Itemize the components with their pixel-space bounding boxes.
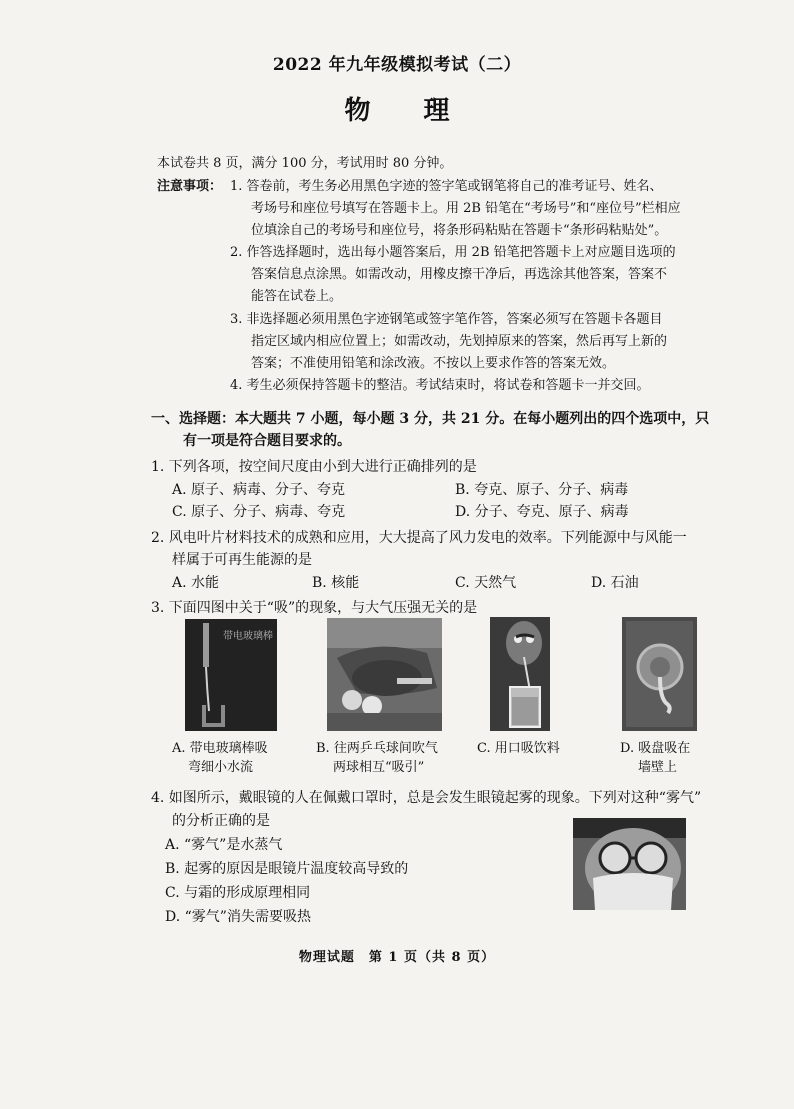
notice-2-line-2: 答案信息点涂黑。如需改动，用橡皮擦干净后，再选涂其他答案，答案不 (251, 267, 668, 282)
q3-stem: 3. 下面四图中关于“吸”的现象，与大气压强无关的是 (151, 600, 478, 616)
suction-cup-photo (622, 617, 697, 731)
notice-4-line-1: 4. 考生必须保持答题卡的整洁。考试结束时，将试卷和答题卡一并交回。 (230, 378, 650, 393)
q1-option-a: A. 原子、病毒、分子、夸克 (172, 482, 346, 498)
notice-1-line-2: 考场号和座位号填写在答题卡上。用 2B 铅笔在“考场号”和“座位号”栏相应 (251, 201, 681, 216)
q3-caption-a-line-1: A. 带电玻璃棒吸 (172, 741, 268, 756)
notice-3-line-1: 3. 非选择题必须用黑色字迹钢笔或签字笔作答，答案必须写在答题卡各题目 (230, 312, 663, 327)
q4-option-b: B. 起雾的原因是眼镜片温度较高导致的 (165, 861, 409, 877)
photo-label: 带电玻璃棒 (223, 631, 273, 642)
notice-2-line-1: 2. 作答选择题时，选出每小题答案后，用 2B 铅笔把答题卡上对应题目选项的 (230, 245, 676, 260)
ping-pong-balls-photo (327, 618, 442, 731)
q1-option-c: C. 原子、分子、病毒、夸克 (172, 504, 346, 520)
notice-1-line-1: 1. 答卷前，考生务必用黑色字迹的签字笔或钢笔将自己的准考证号、姓名、 (230, 179, 663, 194)
straw-drink-photo (490, 617, 550, 731)
q3-caption-b-line-2: 两球相互“吸引” (333, 760, 425, 775)
notice-3-line-2: 指定区域内相应位置上；如需改动，先划掉原来的答案，然后再写上新的 (251, 334, 668, 349)
q4-stem-line-2: 的分析正确的是 (172, 813, 270, 829)
q1-option-b: B. 夸克、原子、分子、病毒 (455, 482, 629, 498)
page-footer: 物理试题 第 1 页（共 8 页） (298, 950, 496, 965)
q2-option-d: D. 石油 (591, 575, 639, 591)
q3-caption-d-line-2: 墙壁上 (638, 760, 678, 775)
section-heading-line-1: 一、选择题：本大题共 7 小题，每小题 3 分，共 21 分。在每小题列出的四个选项中，只 (151, 411, 710, 427)
q4-option-d: D. “雾气”消失需要吸热 (165, 909, 311, 925)
exam-title: 2022 年九年级模拟考试（二） (272, 55, 522, 75)
subject-title: 物 理 (344, 96, 472, 126)
q2-option-b: B. 核能 (312, 575, 360, 591)
notice-2-line-3: 能答在试卷上。 (251, 289, 343, 304)
q2-stem-line-1: 2. 风电叶片材料技术的成熟和应用，大大提高了风力发电的效率。下列能源中与风能一 (151, 530, 687, 546)
q3-caption-d-line-1: D. 吸盘吸在 (620, 741, 691, 756)
q2-stem-line-2: 样属于可再生能源的是 (172, 552, 312, 568)
q4-option-a: A. “雾气”是水蒸气 (165, 837, 283, 853)
q1-option-d: D. 分子、夸克、原子、病毒 (455, 504, 629, 520)
q3-caption-a-line-2: 弯细小水流 (188, 760, 254, 775)
q3-caption-b-line-1: B. 往两乒乓球间吹气 (316, 741, 438, 756)
q1-stem: 1. 下列各项，按空间尺度由小到大进行正确排列的是 (151, 459, 477, 475)
notice-label: 注意事项： (157, 179, 223, 194)
q4-stem-line-1: 4. 如图所示，戴眼镜的人在佩戴口罩时，总是会发生眼镜起雾的现象。下列对这种“雾气” (151, 790, 702, 806)
charged-glass-rod-photo (185, 619, 277, 731)
section-heading-line-2: 有一项是符合题目要求的。 (183, 433, 351, 449)
q3-caption-c-line-1: C. 用口吸饮料 (477, 741, 560, 756)
q2-option-a: A. 水能 (172, 575, 220, 591)
q2-option-c: C. 天然气 (455, 575, 517, 591)
foggy-glasses-mask-photo (573, 818, 686, 910)
notice-1-line-3: 位填涂自己的考场号和座位号，将条形码粘贴在答题卡“条形码粘贴处”。 (251, 223, 668, 238)
intro-line: 本试卷共 8 页，满分 100 分，考试用时 80 分钟。 (157, 156, 453, 171)
q4-option-c: C. 与霜的形成原理相同 (165, 885, 311, 901)
notice-3-line-3: 答案；不准使用铅笔和涂改液。不按以上要求作答的答案无效。 (251, 356, 616, 371)
